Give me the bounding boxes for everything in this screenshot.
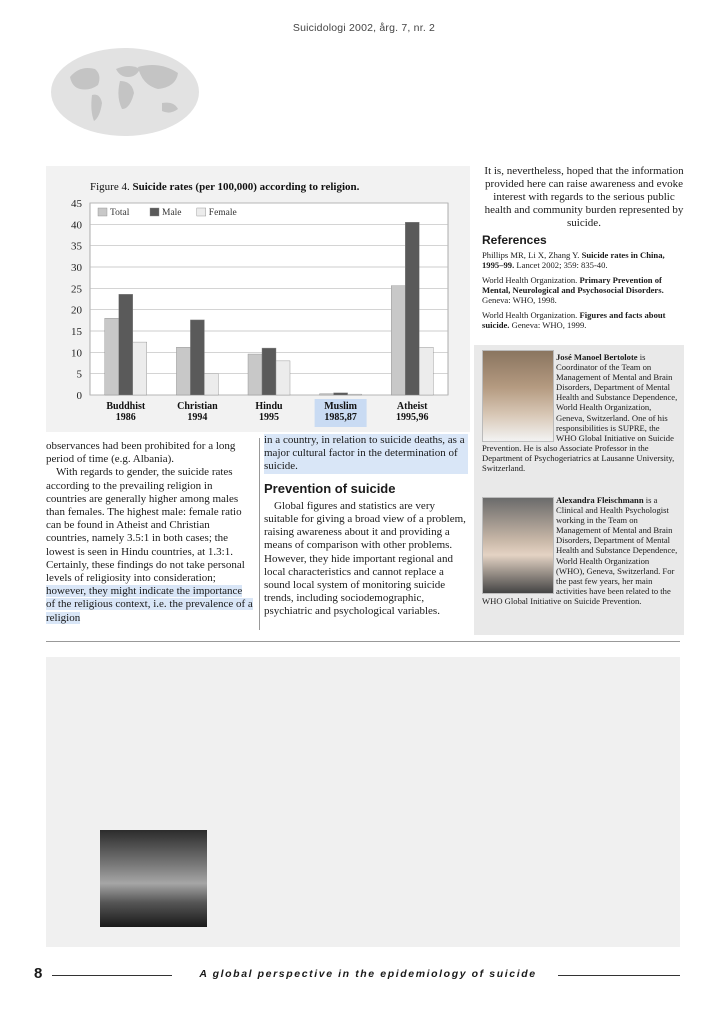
author-bio: Alexandra Fleischmann is a Clinical and Health Psychologist working in the Team on Management of Mental and Brain Disorders, Department of Mental Health and Substance Dependence, World Health Organization (WHO), Geneva, Switzerland. For the past few years, her main activities have been related to the WHO Global Initiative on Suicide Prevention. [482, 495, 678, 606]
x-category-label: Hindu [255, 401, 283, 412]
figure-caption: Figure 4. Suicide rates (per 100,000) according to religion. [90, 181, 360, 193]
y-tick-label: 15 [71, 326, 82, 338]
x-category-label: Christian [177, 401, 218, 412]
y-tick-label: 35 [71, 240, 82, 253]
paragraph: Global figures and statistics are very suitable for giving a broad view of a problem, raising awareness about it and providing a means of comparison with other problems. However, they hide important regional and local characteristics and cannot replace a sound local system of monitoring suicide trends, including sociodemographic, psychiatric and psychological variables. [264, 499, 466, 618]
reference-item: World Health Organization. Primary Prevention of Mental, Neurological and Psychosocial Disorders. Geneva: WHO, 1998. [482, 275, 664, 305]
horizontal-rule [46, 641, 680, 642]
religion-suicide-bar-chart [52, 195, 462, 430]
y-tick-label: 40 [71, 219, 82, 232]
footer-rule [52, 975, 172, 976]
bar-total [105, 318, 119, 395]
x-category-label: 1986 [115, 412, 136, 423]
middle-text-column [264, 434, 468, 619]
bar-female [133, 342, 147, 395]
x-category-label: 1985,87 [324, 412, 357, 423]
y-tick-label: 5 [76, 368, 82, 381]
y-tick-label: 20 [71, 304, 82, 317]
column-divider [259, 438, 260, 630]
x-category-label: 1995,96 [395, 412, 429, 423]
section-heading: Prevention of suicide [264, 480, 396, 496]
y-tick-label: 30 [71, 262, 82, 274]
running-footer: A global perspective in the epidemiology of suicide [199, 968, 537, 980]
bar-male [190, 320, 204, 395]
x-category-label: Buddhist [106, 401, 146, 412]
page-number: 8 [34, 965, 43, 982]
landscape-photo [100, 830, 207, 927]
highlighted-text: in a country, in relation to suicide deaths, as a major cultural factor in the determination of suicide. [264, 434, 468, 474]
x-category-label: Atheist [396, 401, 428, 412]
x-category-label: 1994 [187, 412, 208, 423]
bar-female [348, 394, 362, 395]
y-tick-label: 25 [71, 283, 82, 296]
bar-male [405, 222, 419, 395]
author-bio: José Manoel Bertolote is Coordinator of the Team on Management of Mental and Brain Disorders, Department of Mental Health and Substance Dependence, World Health Organization, Geneva, Switzerland. One of his responsibilities is SUPRE, the WHO Global Initiative on Suicide Prevention. He is also Associate Professor in the Department of Psychogeriatrics at Lausanne University, Switzerland. [482, 352, 678, 474]
paragraph: observances had been prohibited for a long period of time (e.g. Albania). [46, 440, 236, 466]
paragraph: It is, nevertheless, hoped that the information provided here can raise awareness and evoke interest with regards to the serious public health and community burden represented by suicide. [484, 165, 684, 229]
legend-label: Male [162, 208, 182, 218]
world-map-icon [50, 47, 200, 137]
bar-total [248, 354, 262, 395]
bar-male [262, 348, 276, 395]
highlighted-text: however, they might indicate the importance of the religious context, i.e. the prevalence of a religion [46, 585, 253, 624]
x-category-label: Muslim [324, 401, 357, 412]
legend-swatch [98, 208, 107, 216]
legend-label: Female [208, 208, 237, 218]
legend-swatch [197, 208, 206, 216]
left-text-column [46, 440, 254, 625]
x-category-label: 1995 [259, 412, 279, 423]
running-header: Suicidologi 2002, årg. 7, nr. 2 [292, 22, 436, 34]
y-tick-label: 10 [71, 347, 82, 360]
reference-item: World Health Organization. Figures and facts about suicide. Geneva: WHO, 1999. [482, 310, 666, 330]
footer-rule [558, 975, 680, 976]
y-tick-label: 0 [76, 390, 82, 402]
bar-male [334, 393, 348, 395]
bar-total [320, 394, 334, 395]
legend-label: Total [110, 208, 130, 218]
bar-male [119, 294, 133, 395]
reference-item: Phillips MR, Li X, Zhang Y. Suicide rates in China, 1995–99. Lancet 2002; 359: 835-40. [482, 250, 665, 270]
bar-female [276, 361, 290, 395]
bar-total [176, 347, 190, 395]
bar-total [391, 286, 405, 395]
bar-female [204, 374, 218, 395]
paragraph: With regards to gender, the suicide rates according to the prevailing religion in countries are generally higher among males than females. The highest male: female ratio can be found in Atheist and Christian countries, namely 3.5:1 in both cases; the lowest is seen in Hindu countries, at 1.3:1. Certainly, these findings do not take personal levels of religiosity into consideration; however, they might indicate the importance of the religious context, i.e. the prevalence of a religion [46, 466, 253, 624]
legend-swatch [150, 208, 159, 216]
references-heading: References [482, 233, 547, 247]
right-text-column [482, 165, 686, 335]
y-tick-label: 45 [71, 198, 82, 210]
bar-female [419, 347, 433, 395]
